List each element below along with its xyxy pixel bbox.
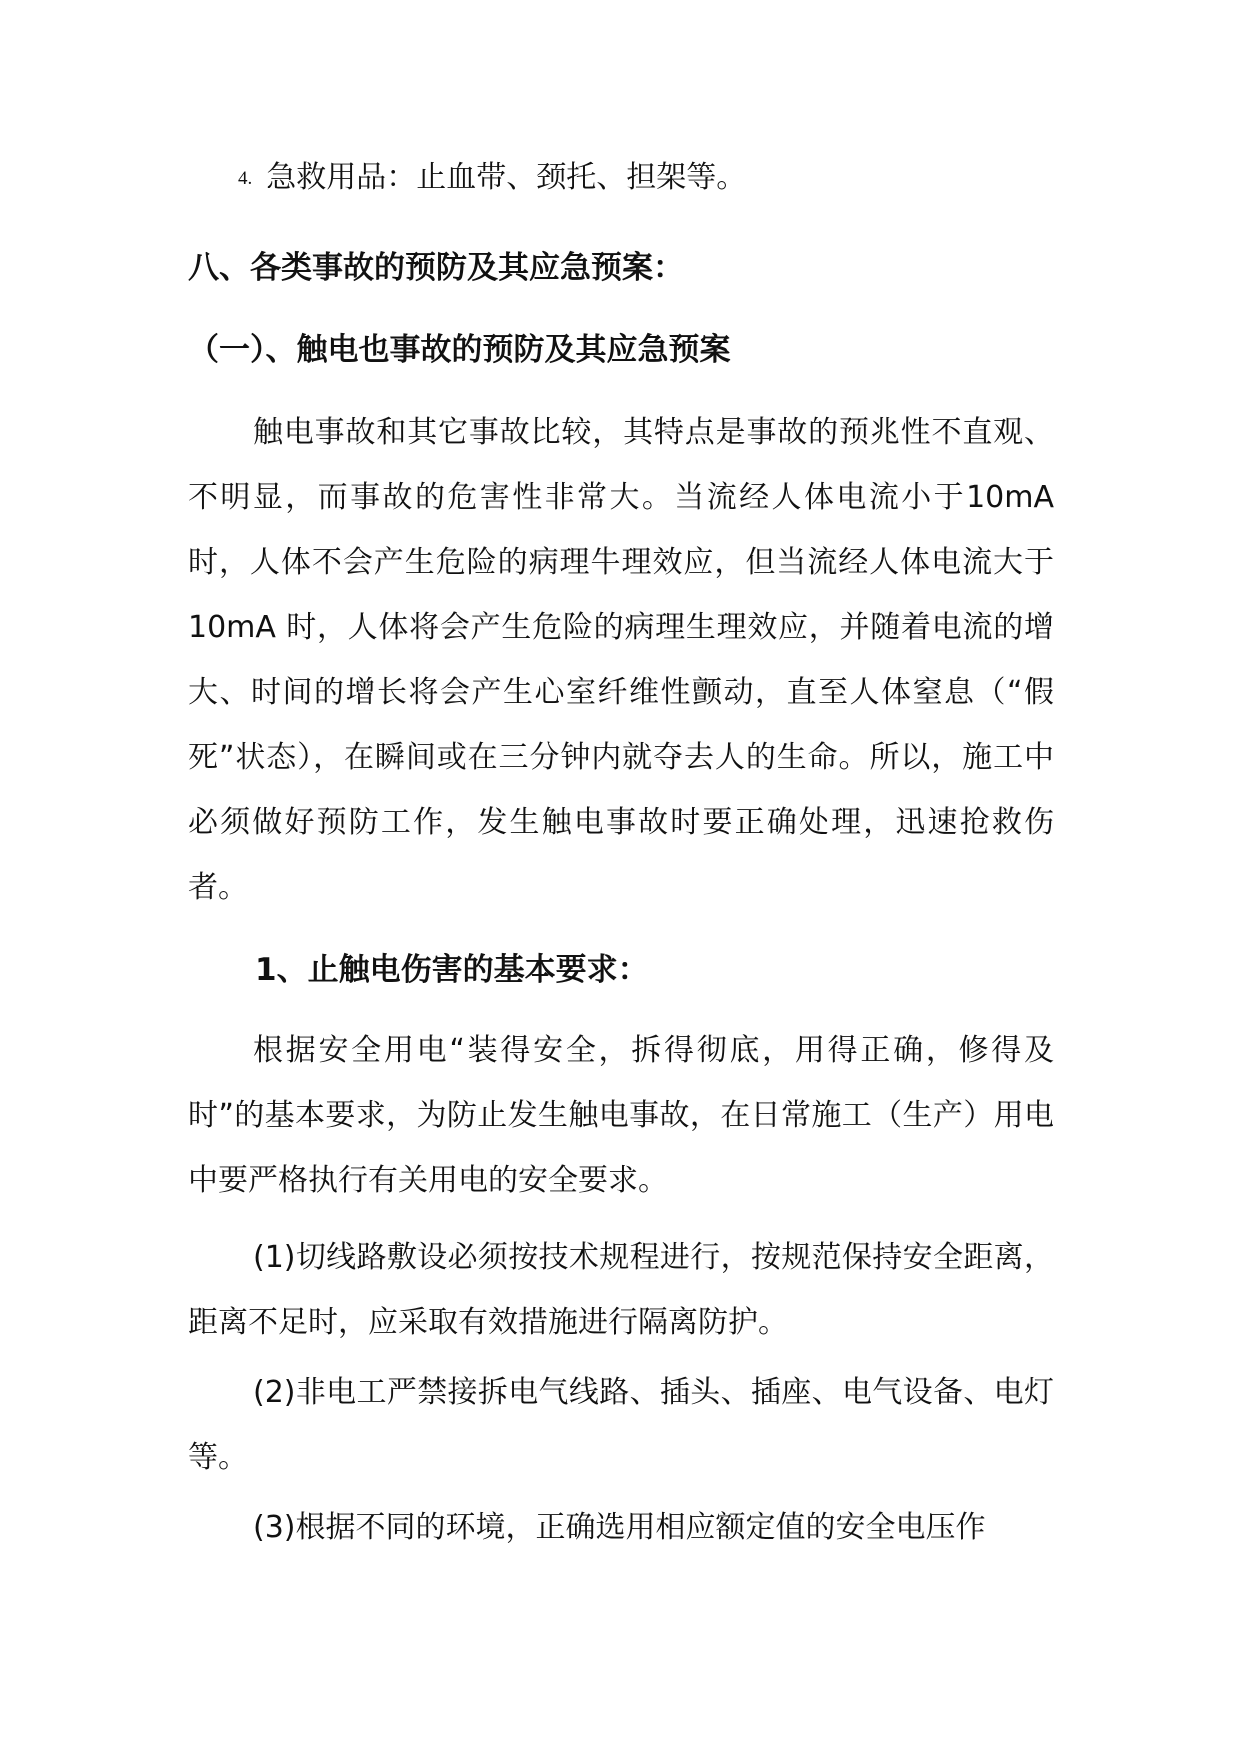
list-number: 4. xyxy=(238,167,253,189)
paragraph-rule-1: (1)切线路敷设必须按技术规程进行，按规范保持安全距离，距离不足时，应采取有效措施进行隔离防护。 xyxy=(188,1240,1054,1340)
paragraph-intro: 触电事故和其它事故比较，其特点是事故的预兆性不直观、不明显，而事故的危害性非常大。当流经人体电流小于10mA 时，人体不会产生危险的病理牛理效应，但当流经人体电流大于 10mA 时，人体将会产生危险的病理生理效应，并随着电流的增大、时间的增长将会产生心室纤维性颤动，直至人体窒息（“假死”状态），在瞬间或在三分钟内就夺去人的生命。所以，施工中必须做好预防工作，发生触电事故时要正确处理，迅速抢救伤者。 xyxy=(188,415,1054,905)
list-text: 急救用品：止血带、颈托、担架等。 xyxy=(266,160,747,195)
paragraph-requirements-intro: 根据安全用电“装得安全，拆得彻底，用得正确，修得及时”的基本要求，为防止发生触电事故，在日常施工（生产）用电中要严格执行有关用电的安全要求。 xyxy=(188,1033,1054,1198)
paragraph-rule-3: (3)根据不同的环境，正确选用相应额定值的安全电压作 xyxy=(253,1510,986,1545)
paragraph-rule-2: (2)非电工严禁接拆电气线路、插头、插座、电气设备、电灯等。 xyxy=(188,1375,1054,1475)
list-item-first-aid xyxy=(238,158,746,199)
item-heading: 1、止触电伤害的基本要求： xyxy=(255,952,649,988)
subsection-heading: （一）、触电也事故的预防及其应急预案 xyxy=(188,332,731,368)
section-heading: 八、各类事故的预防及其应急预案： xyxy=(188,250,684,286)
